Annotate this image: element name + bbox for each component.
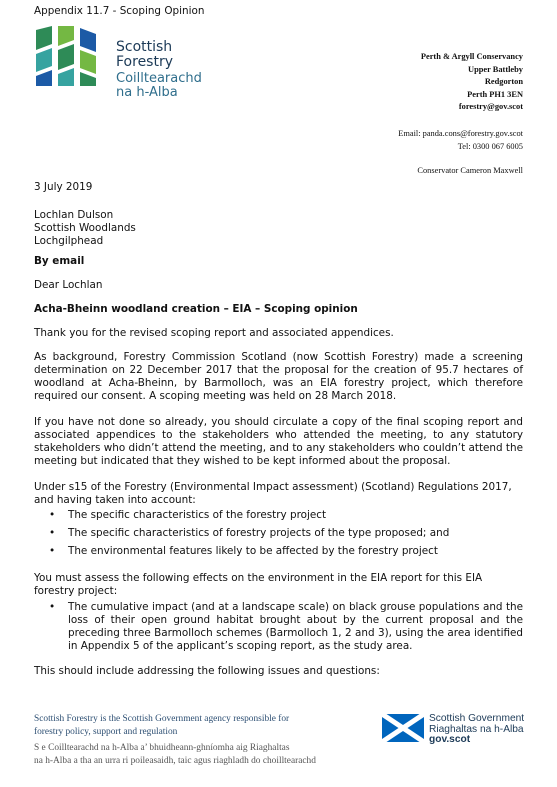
paragraph-2: As background, Forestry Commission Scotland (now Scottish Forestry) made a screening determination on 22 December 2017 that the proposal for the creation of 95.7 hectares of woodland at Acha-Bheinn, by Barmolloch, was an EIA forestry project, which therefore required our consent. A scoping meeting was held on 28 March 2018. bbox=[34, 351, 523, 402]
sg-line-2: Riaghaltas na h-Alba bbox=[429, 723, 524, 735]
list-item: • The specific characteristics of the forestry project bbox=[34, 509, 523, 522]
scottish-government-logo bbox=[382, 712, 532, 748]
letter-date: 3 July 2019 bbox=[34, 181, 93, 193]
address-line: Redgorton bbox=[484, 77, 523, 86]
address-email-link[interactable]: forestry@gov.scot bbox=[458, 102, 523, 111]
list-item: • The environmental features likely to be affected by the forestry project bbox=[34, 545, 523, 558]
saltire-flag-icon bbox=[382, 714, 424, 742]
address-line: Perth & Argyll Conservancy bbox=[420, 52, 523, 61]
scottish-forestry-logo bbox=[34, 24, 224, 100]
paragraph-1: Thank you for the revised scoping report and associated appendices. bbox=[34, 327, 394, 339]
logo-line-3: Coilltearachd bbox=[116, 71, 202, 86]
footer-line: S e Coilltearachd na h-Alba a’ bhuidheann-ghníomha aig Riaghaltas bbox=[34, 743, 290, 753]
letter-subject: Acha-Bheinn woodland creation – EIA – Scoping opinion bbox=[34, 303, 358, 315]
contact-details bbox=[398, 128, 523, 153]
conservancy-address bbox=[421, 51, 523, 114]
list-item: • The cumulative impact (and at a landscape scale) on black grouse populations and the loss of their open ground habitat brought about by the current proposal and the preceding three Barmolloch schemes (Barmolloch 1, 2 and 3), using the area identified in Appendix 5 of the applicant’s scoping report, as the study area. bbox=[34, 601, 523, 653]
paragraph-3: If you have not done so already, you should circulate a copy of the final scoping report and associated appendices to the stakeholders who attended the meeting, to any statutory stakeholders who didn’t attend the meeting, and to any stakeholders who couldn’t attend the meeting but indicated that they wished to be kept informed about the proposal. bbox=[34, 416, 523, 467]
contact-email[interactable]: Email: panda.cons@forestry.gov.scot bbox=[398, 129, 523, 138]
footer-line: na h-Alba a tha an urra ri poileasaidh, taic agus riaghladh do choilltearachd bbox=[34, 755, 316, 766]
recipient-block bbox=[34, 209, 523, 248]
footer-gaelic bbox=[34, 742, 316, 767]
list-item: • The specific characteristics of forestry projects of the type proposed; and bbox=[34, 527, 523, 540]
appendix-title: Appendix 11.7 - Scoping Opinion bbox=[34, 5, 205, 17]
logo-line-4: na h-Alba bbox=[116, 85, 178, 100]
footer-line: Scottish Forestry is the Scottish Government agency responsible for bbox=[34, 714, 290, 724]
paragraph-5: You must assess the following effects on the environment in the EIA report for this EIA forestry project: bbox=[34, 572, 483, 597]
footer-english bbox=[34, 713, 289, 738]
footer-line: forestry policy, support and regulation bbox=[34, 726, 178, 737]
recipient-line: Lochlan Dulson bbox=[34, 209, 114, 221]
contact-tel: Tel: 0300 067 6005 bbox=[457, 141, 523, 151]
address-line: Perth PH1 3EN bbox=[467, 89, 523, 99]
logo-line-2: Forestry bbox=[116, 54, 174, 70]
salutation: Dear Lochlan bbox=[34, 279, 103, 291]
recipient-line: Lochgilphead bbox=[34, 235, 104, 247]
sg-line-3: gov.scot bbox=[429, 734, 471, 745]
delivery-method: By email bbox=[34, 255, 85, 267]
paragraph-6: This should include addressing the following issues and questions: bbox=[34, 665, 380, 677]
effects-list bbox=[34, 601, 523, 658]
sg-line-1: Scottish Government bbox=[429, 713, 525, 724]
characteristics-list bbox=[34, 509, 523, 563]
logo-line-1: Scottish bbox=[116, 39, 173, 55]
forestry-tree-icon bbox=[34, 24, 108, 88]
paragraph-4: Under s15 of the Forestry (Environmental Impact assessment) (Scotland) Regulations 2017, and having taken into account: bbox=[34, 481, 512, 506]
address-line: Upper Battleby bbox=[468, 64, 523, 74]
conservator-name: Conservator Cameron Maxwell bbox=[417, 166, 523, 175]
recipient-line: Scottish Woodlands bbox=[34, 222, 136, 234]
